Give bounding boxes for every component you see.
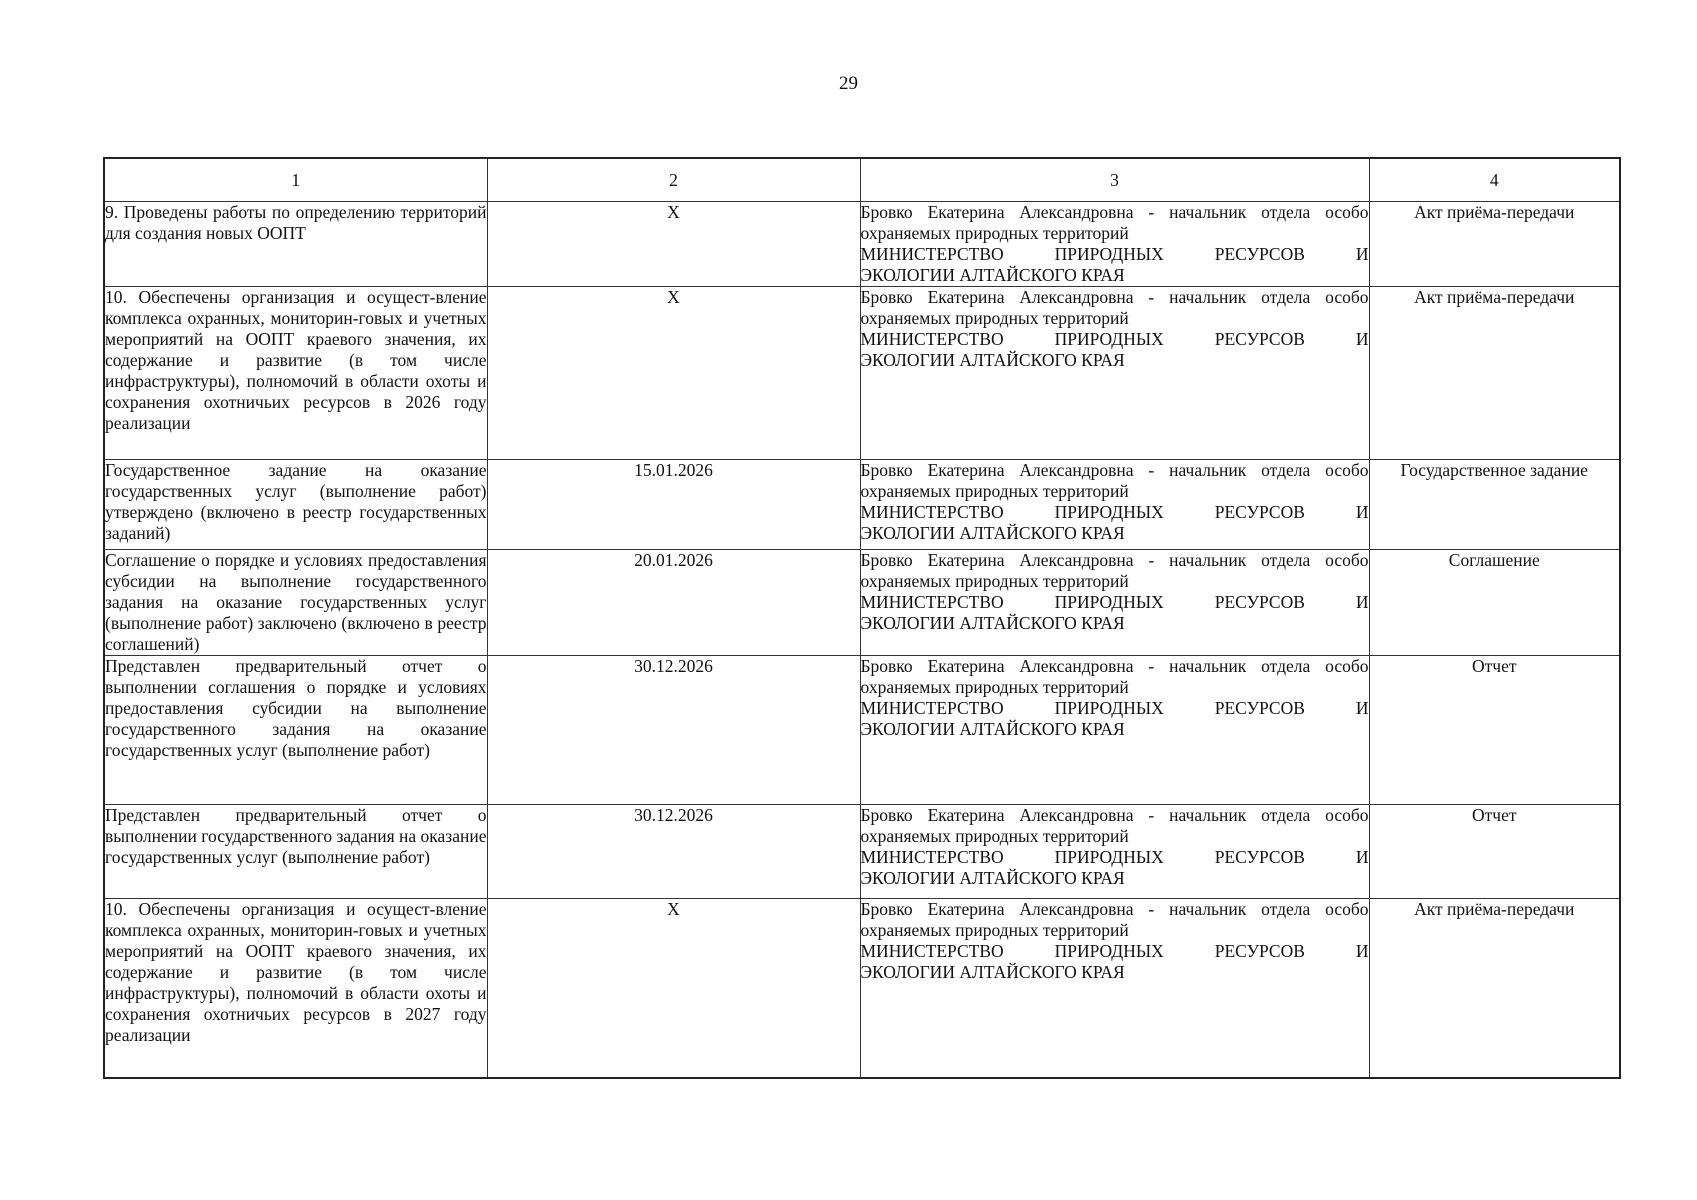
organization-line: МИНИСТЕРСТВО ПРИРОДНЫХ РЕСУРСОВ И: [860, 329, 1369, 349]
responsible-cell: [860, 550, 1369, 656]
responsible-cell: [860, 656, 1369, 805]
organization-line: МИНИСТЕРСТВО ПРИРОДНЫХ РЕСУРСОВ И: [860, 592, 1369, 612]
table-row: [104, 805, 1620, 899]
document-cell: Соглашение: [1369, 550, 1620, 656]
responsible-cell: [860, 202, 1369, 287]
date-cell: Х: [487, 899, 860, 1078]
column-header-2: 2: [487, 158, 860, 202]
organization-line: ЭКОЛОГИИ АЛТАЙСКОГО КРАЯ: [860, 523, 1125, 543]
page-number: 29: [839, 73, 858, 94]
date-cell: 20.01.2026: [487, 550, 860, 656]
organization-line: МИНИСТЕРСТВО ПРИРОДНЫХ РЕСУРСОВ И: [860, 941, 1369, 961]
organization-line: МИНИСТЕРСТВО ПРИРОДНЫХ РЕСУРСОВ И: [860, 847, 1369, 867]
header-row: [104, 158, 1620, 202]
responsible-person: Бровко Екатерина Александровна - начальник отдела особо охраняемых природных территорий: [860, 656, 1369, 697]
column-header-1: 1: [104, 158, 487, 202]
table-row: [104, 656, 1620, 805]
event-cell: Соглашение о порядке и условиях предоставления субсидии на выполнение государственного задания на оказание государственных услуг (выполнение работ) заключено (включено в реестр соглашений): [105, 550, 487, 654]
table-row: [104, 550, 1620, 656]
document-cell: Акт приёма-передачи: [1369, 899, 1620, 1078]
responsible-person: Бровко Екатерина Александровна - начальник отдела особо охраняемых природных территорий: [860, 899, 1369, 940]
date-cell: 30.12.2026: [487, 805, 860, 899]
event-cell: 10. Обеспечены организация и осущест-вление комплекса охранных, мониторин-говых и учетных мероприятий на ООПТ краевого значения, их содержание и развитие (в том числе инфраструктуры), полномочий в области охоты и сохранения охотничьих ресурсов в 2026 году реализации: [104, 287, 487, 460]
responsible-person: Бровко Екатерина Александровна - начальник отдела особо охраняемых природных территорий: [860, 202, 1369, 243]
document-cell: Акт приёма-передачи: [1369, 202, 1620, 287]
organization-line: ЭКОЛОГИИ АЛТАЙСКОГО КРАЯ: [860, 868, 1125, 888]
responsible-person: Бровко Екатерина Александровна - начальник отдела особо охраняемых природных территорий: [860, 287, 1369, 328]
organization-line: ЭКОЛОГИИ АЛТАЙСКОГО КРАЯ: [860, 962, 1125, 982]
document-cell: Отчет: [1369, 656, 1620, 805]
plan-table: [103, 157, 1621, 1079]
event-cell: Государственное задание на оказание государственных услуг (выполнение работ) утверждено (включено в реестр государственных заданий): [104, 460, 487, 550]
table-row: [104, 460, 1620, 550]
organization-line: ЭКОЛОГИИ АЛТАЙСКОГО КРАЯ: [860, 265, 1125, 285]
organization-line: ЭКОЛОГИИ АЛТАЙСКОГО КРАЯ: [860, 719, 1125, 739]
responsible-cell: [860, 460, 1369, 550]
organization-line: МИНИСТЕРСТВО ПРИРОДНЫХ РЕСУРСОВ И: [860, 502, 1369, 522]
responsible-cell: [860, 287, 1369, 460]
responsible-person: Бровко Екатерина Александровна - начальник отдела особо охраняемых природных территорий: [860, 550, 1369, 591]
organization-line: МИНИСТЕРСТВО ПРИРОДНЫХ РЕСУРСОВ И: [860, 244, 1369, 264]
event-cell: Представлен предварительный отчет о выполнении государственного задания на оказание государственных услуг (выполнение работ): [104, 805, 487, 899]
event-cell: 9. Проведены работы по определению территорий для создания новых ООПТ: [104, 202, 487, 287]
organization-line: ЭКОЛОГИИ АЛТАЙСКОГО КРАЯ: [860, 350, 1125, 370]
table-row: [104, 287, 1620, 460]
table-row: [104, 202, 1620, 287]
document-cell: Отчет: [1369, 805, 1620, 899]
document-cell: Акт приёма-передачи: [1369, 287, 1620, 460]
responsible-cell: [860, 899, 1369, 1078]
responsible-person: Бровко Екатерина Александровна - начальник отдела особо охраняемых природных территорий: [860, 460, 1369, 501]
event-cell: Представлен предварительный отчет о выполнении соглашения о порядке и условиях предоставления субсидии на выполнение государственного задания на оказание государственных услуг (выполнение работ): [104, 656, 487, 805]
date-cell: 15.01.2026: [487, 460, 860, 550]
responsible-person: Бровко Екатерина Александровна - начальник отдела особо охраняемых природных территорий: [860, 805, 1369, 846]
organization-line: МИНИСТЕРСТВО ПРИРОДНЫХ РЕСУРСОВ И: [860, 698, 1369, 718]
document-cell: Государственное задание: [1369, 460, 1620, 550]
responsible-cell: [860, 805, 1369, 899]
table-row: [104, 899, 1620, 1078]
column-header-4: 4: [1369, 158, 1620, 202]
event-cell: 10. Обеспечены организация и осущест-вление комплекса охранных, мониторин-говых и учетных мероприятий на ООПТ краевого значения, их содержание и развитие (в том числе инфраструктуры), полномочий в области охоты и сохранения охотничьих ресурсов в 2027 году реализации: [104, 899, 487, 1078]
organization-line: ЭКОЛОГИИ АЛТАЙСКОГО КРАЯ: [860, 613, 1125, 633]
date-cell: Х: [487, 287, 860, 460]
date-cell: Х: [487, 202, 860, 287]
column-header-3: 3: [860, 158, 1369, 202]
date-cell: 30.12.2026: [487, 656, 860, 805]
